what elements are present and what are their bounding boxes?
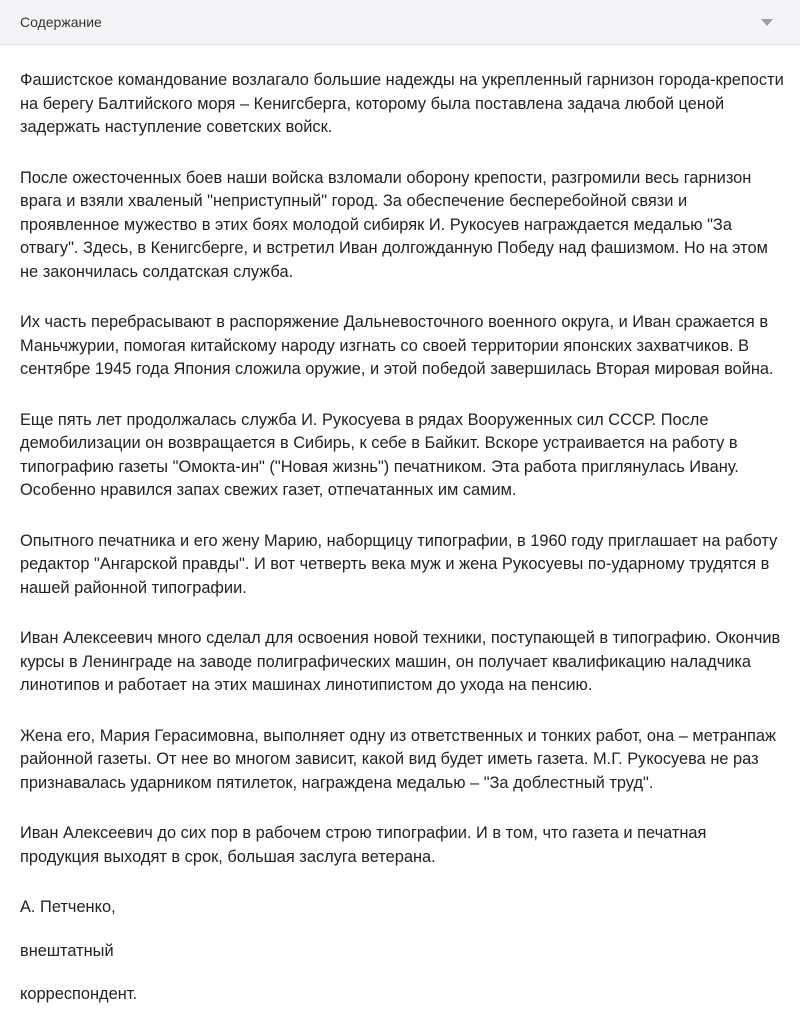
- article-paragraph: Их часть перебрасывают в распоряжение Дальневосточного военного округа, и Иван сражается в Маньчжурии, помогая китайскому народу изгнать со своей территории японских захватчиков. В сентябре 1945 года Япония сложила оружие, и этой победой завершилась Вторая мировая война.: [20, 313, 774, 378]
- article-paragraph: После ожесточенных боев наши войска взломали оборону крепости, разгромили весь гарнизон врага и взяли хваленый "неприступный" город. За обеспечение бесперебойной связи и проявленное мужество в этих боях молодой сибиряк И. Рукосуев награждается медалью "За отвагу". Здесь, в Кенигсберге, и встретил Иван долгожданную Победу над фашизмом. Но на этом не закончилась солдатская служба.: [20, 168, 768, 281]
- article-paragraph: Опытного печатника и его жену Марию, наборщицу типографии, в 1960 году приглашает на работу редактор "Ангарской правды". И вот четверть века муж и жена Рукосуевы по-ударному трудятся в нашей районной типографии.: [20, 531, 778, 597]
- author-role-line-2: корреспондент.: [20, 985, 138, 1003]
- article-paragraph: Иван Алексеевич много сделал для освоения новой техники, поступающей в типографию. Окончив курсы в Ленинграде на заводе полиграфических машин, он получает квалификацию наладчика линотипов и работает на этих машинах линотипистом до ухода на пенсию.: [20, 629, 781, 694]
- article-paragraph: Жена его, Мария Герасимовна, выполняет одну из ответственных и тонких работ, она – метранпаж районной газеты. От нее во многом зависит, какой вид будет иметь газета. М.Г. Рукосуева не раз признавалась ударником пятилеток, награждена медалью – "За доблестный труд".: [20, 726, 777, 792]
- author-role-line-1: внештатный: [20, 941, 114, 960]
- toc-title: Содержание: [20, 14, 102, 30]
- chevron-down-icon[interactable]: [761, 19, 773, 26]
- article-paragraph: Еще пять лет продолжалась служба И. Рукосуева в рядах Вооруженных сил СССР. После демобилизации он возвращается в Сибирь, к себе в Байкит. Вскоре устраивается на работу в типографию газеты "Омокта-ин" ("Новая жизнь") печатником. Эта работа приглянулась Ивану. Особенно нравился запах свежих газет, отпечатанных им самим.: [20, 410, 739, 499]
- article-body: [20, 69, 785, 1027]
- table-of-contents-toggle[interactable]: [0, 0, 800, 45]
- author-name: А. Петченко,: [20, 898, 116, 916]
- article-paragraph: Фашистское командование возлагало большие надежды на укрепленный гарнизон города-крепости на берегу Балтийского моря – Кенигсберга, которому была поставлена задача любой ценой задержать наступление советских войск.: [20, 71, 784, 136]
- article-paragraph: Иван Алексеевич до сих пор в рабочем строю типографии. И в том, что газета и печатная продукция выходят в срок, большая заслуга ветерана.: [20, 824, 707, 866]
